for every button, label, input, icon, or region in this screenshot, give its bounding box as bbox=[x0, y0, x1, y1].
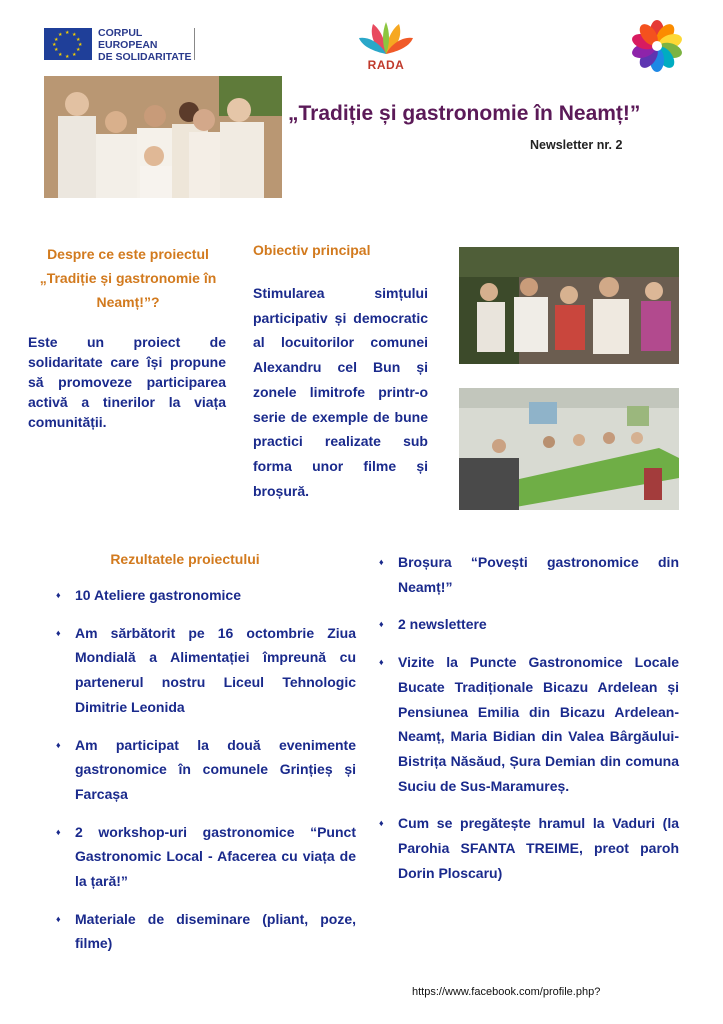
list-item: ♦ 2 workshop-uri gastronomice “Punct Gastronomic Local - Afacerea cu viața de la țară!” bbox=[56, 820, 356, 894]
meeting-photo bbox=[459, 388, 679, 510]
list-item: ♦ Cum se pregătește hramul la Vaduri (la Parohia SFANTA TREIME, preot paroh Dorin Ploscaru) bbox=[379, 811, 679, 885]
list-item: ♦ Materiale de diseminare (pliant, poze, filme) bbox=[56, 907, 356, 956]
list-item: ♦ Am sărbătorit pe 16 octombrie Ziua Mondială a Alimentației împreună cu partenerul nostru Liceul Tehnologic Dimitrie Leonida bbox=[56, 621, 356, 720]
newsletter-title: „Tradiție și gastronomie în Neamț!” bbox=[288, 102, 641, 125]
objective-heading: Obiectiv principal bbox=[253, 242, 371, 258]
newsletter-number: Newsletter nr. 2 bbox=[530, 138, 623, 152]
list-item: ♦ 2 newslettere bbox=[379, 612, 679, 637]
eu-flag-logo: ★ ★ ★ ★ ★ ★ ★ ★ ★ ★ ★ ★ bbox=[44, 28, 92, 60]
results-heading: Rezultatele proiectului bbox=[110, 551, 260, 567]
objective-body: Stimularea simțului participativ și democratic al locuitorilor comunei Alexandru cel Bun și zonele limitrofe printr-o serie de exemple de bune practici realizate sub forma unor filme și broșură. bbox=[253, 285, 428, 499]
facebook-link[interactable]: https://www.facebook.com/profile.php? bbox=[412, 986, 601, 998]
list-item: ♦ Am participat la două evenimente gastronomice în comunele Grințieș și Farcașa bbox=[56, 733, 356, 807]
logo-divider bbox=[194, 28, 195, 60]
list-item: ♦ 10 Ateliere gastronomice bbox=[56, 583, 356, 608]
list-item: ♦ Vizite la Puncte Gastronomice Locale Bucate Tradiționale Bicazu Ardelean și Pensiunea Emilia din Bicazu Ardelean-Neamț, Maria Bidian din Valea Bârgăului-Bistrița Năsăud, Șura Demian din comuna Suciu de Sus-Maramureș. bbox=[379, 650, 679, 798]
list-item: ♦ Broșura “Povești gastronomice din Neamț!” bbox=[379, 550, 679, 599]
eu-logo-text: CORPUL EUROPEAN DE SOLIDARITATE bbox=[98, 27, 192, 63]
flower-logo-icon bbox=[631, 20, 683, 72]
results-list-right bbox=[379, 550, 679, 898]
workshop-photo bbox=[459, 247, 679, 364]
results-list-left bbox=[56, 583, 356, 969]
group-photo bbox=[44, 76, 282, 198]
about-heading: Despre ce este proiectul „Tradiție și gastronomie în Neamț!”? bbox=[39, 246, 217, 310]
about-body: Este un proiect de solidaritate care își propune să promoveze participarea activă a tinerilor la viața comunității. bbox=[28, 334, 226, 430]
rada-logo-text: RADA bbox=[367, 58, 405, 72]
